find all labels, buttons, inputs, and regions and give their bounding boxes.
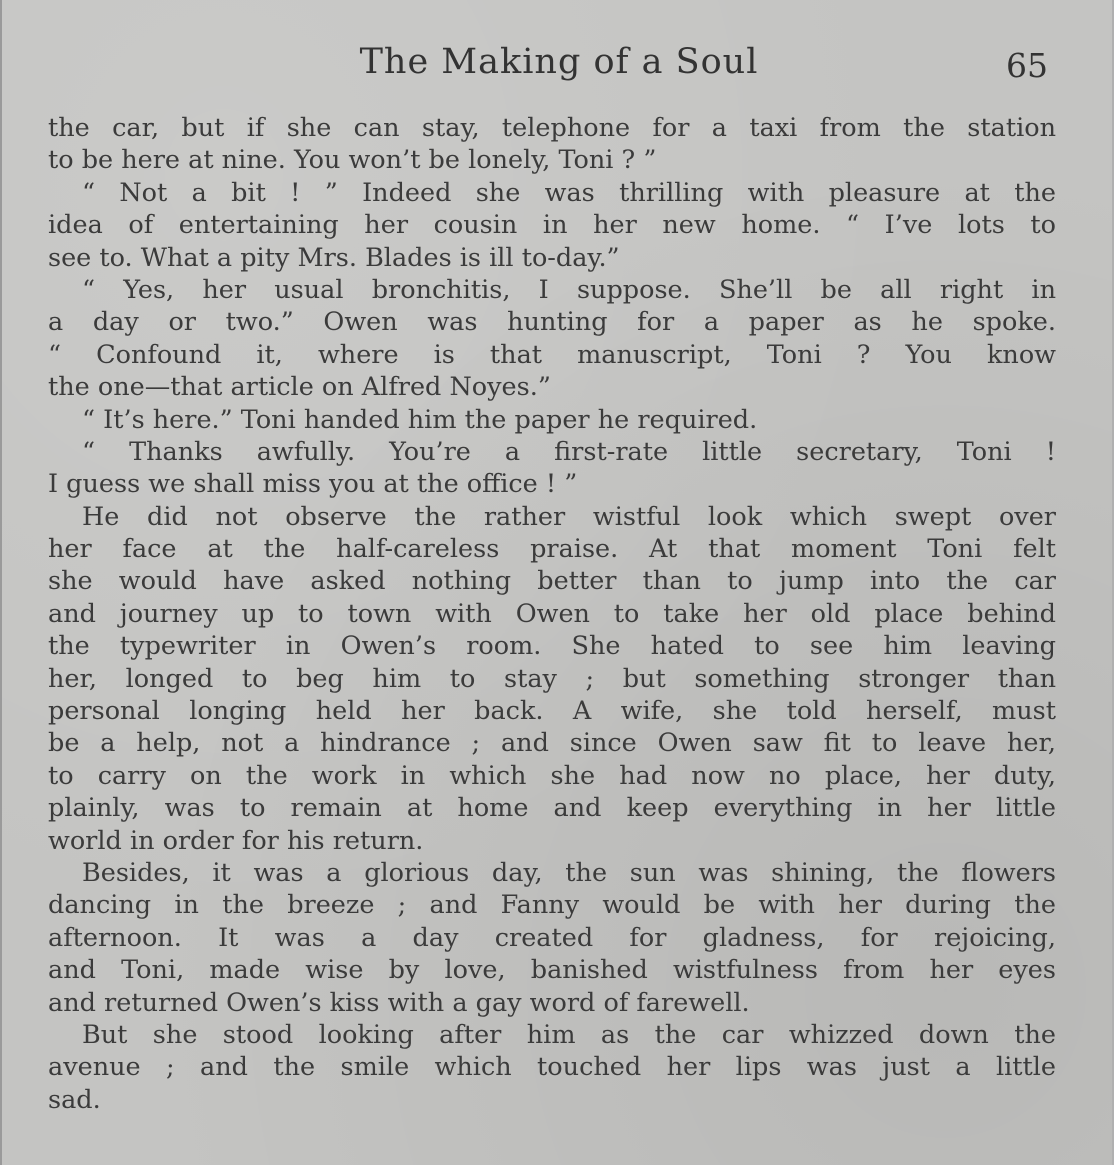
text-line: plainly, was to remain at home and keep everything in her little [48,793,1056,824]
text-line: idea of entertaining her cousin in her new home. “ I’ve lots to [48,210,1056,241]
running-title: The Making of a Soul [359,42,759,82]
text-line: be a help, not a hindrance ; and since Owen saw fit to leave her, [48,728,1056,759]
text-line: her face at the half-careless praise. At that moment Toni felt [48,534,1056,565]
text-line: avenue ; and the smile which touched her lips was just a little [48,1052,1056,1083]
text-line: personal longing held her back. A wife, she told herself, must [48,696,1056,727]
text-line: “ Confound it, where is that manuscript, Toni ? You know [48,339,1056,370]
text-line: But she stood looking after him as the car whizzed down the [82,1019,1056,1050]
text-line: “ Yes, her usual bronchitis, I suppose. She’ll be all right in [82,274,1056,305]
text-line: “ Not a bit ! ” Indeed she was thrilling with pleasure at the [82,177,1056,208]
body-text [48,112,1056,1116]
text-line: and journey up to town with Owen to take her old place behind [48,598,1056,629]
text-line: “ Thanks awfully. You’re a first-rate little secretary, Toni ! [82,436,1056,467]
text-line: the car, but if she can stay, telephone for a taxi from the station [48,113,1056,143]
text-line: she would have asked nothing better than to jump into the car [48,566,1056,597]
page-number: 65 [1006,46,1048,85]
text-line: the typewriter in Owen’s room. She hated to see him leaving [48,631,1056,662]
text-line: the one—that article on Alfred Noyes.” [48,372,551,403]
text-line: her, longed to beg him to stay ; but something stronger than [48,663,1056,694]
page-header [2,38,1114,88]
text-line: Besides, it was a glorious day, the sun was shining, the flowers [82,857,1056,888]
text-line: and returned Owen’s kiss with a gay word of farewell. [48,987,750,1018]
text-line: a day or two.” Owen was hunting for a paper as he spoke. [48,307,1056,338]
text-line: to be here at nine. You won’t be lonely, Toni ? ” [48,145,657,176]
text-line: see to. What a pity Mrs. Blades is ill to-day.” [48,242,620,273]
text-line: sad. [48,1084,101,1115]
text-line: I guess we shall miss you at the office ! ” [48,469,578,500]
text-line: “ It’s here.” Toni handed him the paper he required. [82,404,758,435]
text-line: dancing in the breeze ; and Fanny would be with her during the [48,890,1056,921]
text-line: He did not observe the rather wistful look which swept over [82,501,1056,532]
text-line: world in order for his return. [48,825,424,856]
text-line: afternoon. It was a day created for gladness, for rejoicing, [48,922,1056,953]
text-line: to carry on the work in which she had now no place, her duty, [48,760,1056,791]
text-line: and Toni, made wise by love, banished wistfulness from her eyes [48,955,1056,986]
